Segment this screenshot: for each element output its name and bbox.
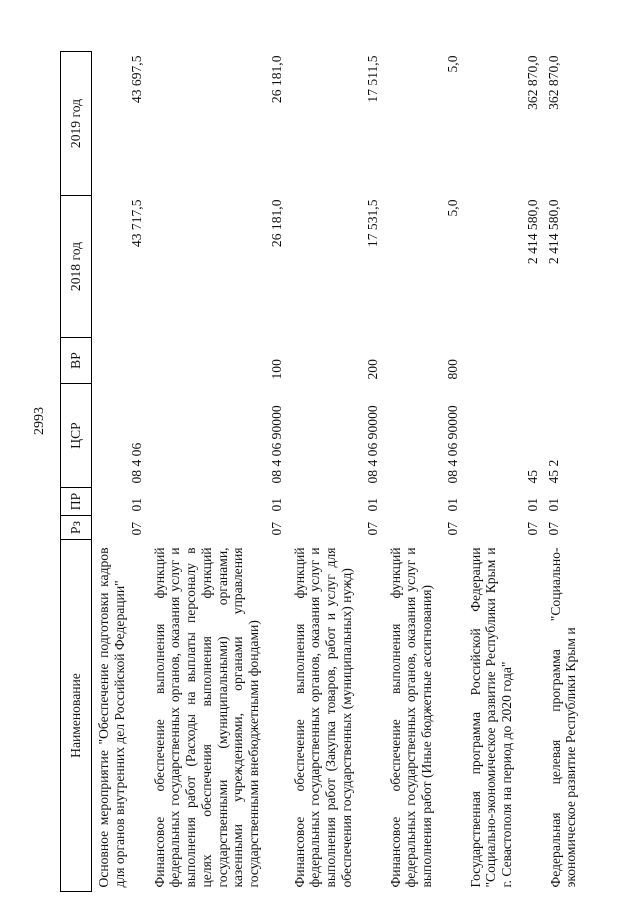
table-row — [464, 52, 544, 892]
row-2019: 362 870,0 — [524, 55, 540, 110]
row-vr: 200 — [364, 359, 380, 380]
row-2018: 5,0 — [444, 199, 460, 217]
row-2019: 5,0 — [444, 55, 460, 73]
table-header-row — [61, 52, 92, 892]
rotated-table-container — [60, 52, 593, 892]
page-number: 2993 — [32, 407, 47, 435]
header-csr: ЦСР — [61, 384, 92, 488]
header-2019: 2019 год — [61, 52, 92, 196]
row-pr: 01 — [364, 497, 380, 512]
budget-table — [60, 51, 592, 892]
row-pr: 01 — [268, 497, 284, 512]
row-2019: 43 697,5 — [128, 55, 144, 104]
row-rz: 07 — [524, 521, 540, 536]
row-2019: 17 511,5 — [364, 55, 380, 103]
header-vr: ВР — [61, 338, 92, 384]
row-pr: 01 — [524, 497, 540, 512]
header-name: Наименование — [61, 540, 92, 892]
row-vr — [464, 338, 544, 384]
row-pr: 01 — [545, 497, 561, 512]
row-2018: 43 717,5 — [128, 199, 144, 248]
row-pr: 01 — [444, 497, 460, 512]
row-name: Финансовое обеспечение выполнения функций федеральных государственных органов, оказания услуг и выполнения работ (Закупка товаров, работ и услуг для обеспечения государственных (муниципальных) нужд) — [291, 547, 354, 888]
row-name: Федеральная целевая программа "Социально-экономическое развитие Республики Крым и — [547, 547, 579, 888]
row-2018: 17 531,5 — [364, 199, 380, 248]
row-rz: 07 — [128, 521, 144, 536]
row-name: Финансовое обеспечение выполнения функций федеральных государственных органов, оказания услуг и выполнения работ (Иные бюджетные ассигнования) — [387, 547, 435, 888]
row-rz: 07 — [268, 521, 284, 536]
row-pr: 01 — [128, 497, 144, 512]
table-row — [92, 52, 148, 892]
header-2018: 2018 год — [61, 196, 92, 338]
row-csr: 08 4 06 90000 — [444, 405, 460, 484]
row-2018: 2 414 580,0 — [545, 199, 561, 265]
row-name: Государственная программа Российской Федерации "Социально-экономическое развитие Республики Крым и г. Севастополя на период до 2020 года" — [467, 547, 515, 888]
table-row — [148, 52, 288, 892]
row-2019: 26 181,0 — [268, 55, 284, 104]
row-2018: 2 414 580,0 — [524, 199, 540, 265]
row-rz: 07 — [545, 521, 561, 536]
header-pr: ПР — [61, 488, 92, 516]
row-vr — [544, 338, 592, 384]
row-name: Основное мероприятие "Обеспечение подготовки кадров для органов внутренних дел Российской Федерации" — [96, 547, 127, 888]
row-vr: 800 — [444, 359, 460, 380]
row-2018: 26 181,0 — [268, 199, 284, 248]
row-csr: 45 — [524, 469, 540, 484]
row-name: Финансовое обеспечение выполнения функций федеральных государственных органов, оказания услуг и выполнения работ (Расходы на выплаты персоналу в целях обеспечения выполнения функций государственными (муниципальными) органами, казенными учреждениями, органами управления государственными внебюджетными фондами) — [151, 547, 262, 888]
row-2019: 362 870,0 — [545, 55, 561, 110]
table-row — [384, 52, 464, 892]
row-vr: 100 — [268, 359, 284, 380]
row-csr: 45 2 — [545, 459, 561, 484]
table-row — [288, 52, 384, 892]
row-rz: 07 — [444, 521, 460, 536]
row-rz: 07 — [364, 521, 380, 536]
row-csr: 08 4 06 — [128, 442, 144, 484]
row-csr: 08 4 06 90000 — [268, 405, 284, 484]
row-vr — [92, 338, 148, 384]
header-rz: Рз — [61, 516, 92, 540]
table-row — [544, 52, 592, 892]
row-csr: 08 4 06 90000 — [364, 405, 380, 484]
